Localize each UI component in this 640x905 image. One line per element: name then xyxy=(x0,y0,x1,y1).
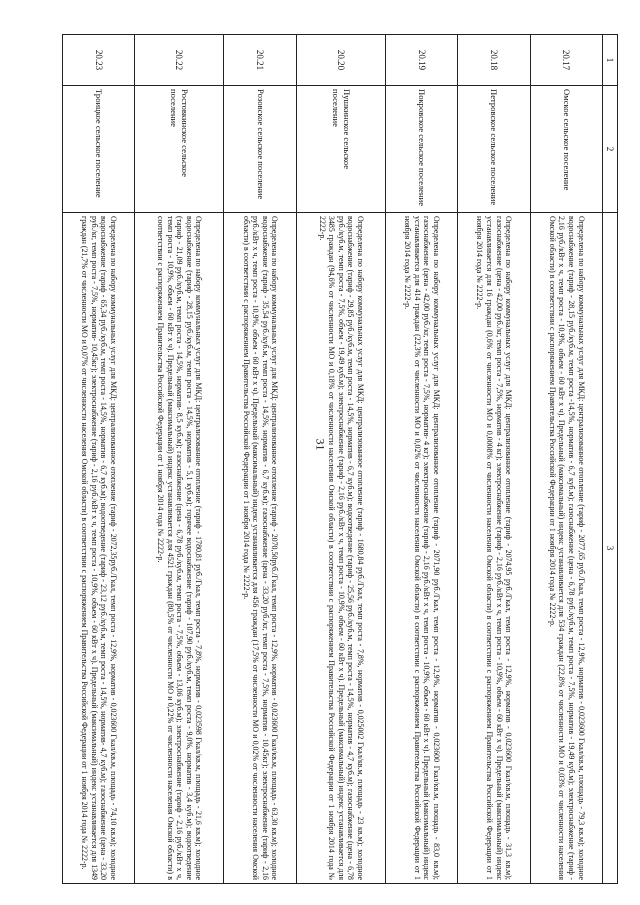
table-row xyxy=(385,35,457,884)
settlement-name: Омское сельское поселение xyxy=(530,86,602,213)
document-page xyxy=(62,34,618,884)
table-row xyxy=(63,35,135,884)
page-number: 31 xyxy=(313,438,328,451)
index-description: Определена по набору коммунальных услуг для МКД: централизованное отопление (тариф - 1680,84 руб./Гкал, темп роста - 7,8%, норматив - 0,025002 Гкал/кв.м, площадь - 23 кв.м); холодное водоснабжение (тариф - 29,85 руб./куб.м, темп роста - 14,5%, норматив - 6,7 куб.м); водоотведение (тариф - 25,56 руб./куб.м, темп роста - 14,5%, норматив - 4,7 куб.м); газоснабжение (цена - 6,78 руб./куб.м, темп роста - 7,5%, объем - 19,49 куб.м); электроснабжение (тариф - 2,16 руб./кВт х ч, темп роста - 10,9%, объем - 60 кВт х ч). Предельный (максимальный) индекс устанавливается для 3485 граждан (94,6% от численности МО и 0,18% от численности населения Омской области) в соответствии с распоряжением Правительства Российской Федерации от 1 ноября 2014 года № 2222-р. xyxy=(296,213,385,884)
row-number: 20.22 xyxy=(135,35,224,86)
table-row xyxy=(296,35,385,884)
index-description: Определена по набору коммунальных услуг для МКД: централизованное отопление (тариф - 1780,81 руб./Гкал, темп роста - 7,8%, норматив - 0,023598 Гкал/кв.м, площадь - 21,6 кв.м); холодное водоснабжение (тариф - 28,15 руб./куб.м, темп роста - 14,5%, норматив - 5,1 куб.м); горячее водоснабжение (тариф - 107,90 руб./куб.м, темп роста - 9,0%, норматив - 3,4 куб.м); водоотведение (тариф - 21,09 руб./куб.м, темп роста - 14,5%, норматив- 8,5 куб.м); газоснабжение (цена - 6,78 руб./куб.м, темп роста - 7,5%, объем - 13,06 куб.м); электроснабжение (тариф - 2,16 руб./кВт х ч, темп роста - 10,9%, объем - 60 кВт х ч). Предельный (максимальный) индекс устанавливается для 4521 граждан (80,5% от численности МО и 0,22% от численности населения Омской области) в соответствии с распоряжением Правительства Российской Федерации от 1 ноября 2014 года № 2222-р. xyxy=(135,213,224,884)
table-row xyxy=(224,35,296,884)
settlement-name: Ростовкинское сельское поселение xyxy=(135,86,224,213)
index-description: Определена по набору коммунальных услуг для МКД: централизованное отопление (тариф - 2071,90 руб./Гкал, темп роста - 12,9%, норматив - 0,023600 Гкал/кв.м, площадь - 83,0 кв.м); газоснабжение (цена - 42,00 руб./кг, темп роста - 7,5%, норматив- 4 кг); электроснабжение (тариф - 2,16 руб./кВт х ч, темп роста - 10,9%, объем - 60 кВт х ч). Предельный (максимальный) индекс устанавливается для 414 граждан (22,3% от численности МО и 0,02% от численности населения Омской области) в соответствии с распоряжением Правительства Российской Федерации от 1 ноября 2014 года № 2222-р. xyxy=(385,213,457,884)
row-number: 20.18 xyxy=(458,35,530,86)
table-header-row xyxy=(603,35,618,884)
settlement-name: Пушкинское сельское поселение xyxy=(296,86,385,213)
row-number: 20.23 xyxy=(63,35,135,86)
index-description: Определена по набору коммунальных услуг для МКД: централизованное отопление (тариф - 2072,35руб./Гкал, темп роста - 12,9%, норматив - 0,023600 Гкал/кв.м, площадь - 74,10 кв.м); холодное водоснабжение (тариф - 65,34 руб./куб.м, темп роста - 14,5%, норматив - 6,7 куб.м); водоотведение (тариф - 23,12 руб./куб.м, темп роста - 14,5%, норматив- 4,7 куб.м); газоснабжение (цена - 33,20 руб./кг, темп роста - 7,5%, норматив- 10,45кг); электроснабжение (тариф - 2,16 руб./кВт х ч, темп роста - 10,9%, объем - 60 кВт х ч). Предельный (максимальный) индекс устанавливается для 1349 граждан (21,7% от численности МО и 0,07% от численности населения Омской области) в соответствии с распоряжением Правительства Российской Федерации от 1 ноября 2014 года № 2222-р. xyxy=(63,213,135,884)
settlement-name: Покровское сельское поселение xyxy=(385,86,457,213)
settlement-name: Троицкое сельское поселение xyxy=(63,86,135,213)
header-col-3: 3 xyxy=(603,213,618,884)
header-col-2: 2 xyxy=(603,86,618,213)
settlement-name: Петровское сельское поселение xyxy=(458,86,530,213)
header-col-1: 1 xyxy=(603,35,618,86)
row-number: 20.17 xyxy=(530,35,602,86)
index-description: Определена по набору коммунальных услуг для МКД: централизованное отопление (тариф - 2070,50руб./Гкал, темп роста - 12,9%, норматив - 0,023600 Гкал/кв.м, площадь - 63,30 кв.м); холодное водоснабжение (тариф - 35,54 руб./куб.м, темп роста - 14,5%, норматив - 6,7 куб.м); газоснабжение (цена - 33,20 руб./кг, темп роста - 7,5%, норматив - 10,45кг); электроснабжение (тариф - 2,16 руб./кВт х ч, темп роста - 10,9%, объем - 60 кВт х ч). Предельный (максимальный) индекс устанавливается для 456 граждан (17,5% от численности МО и 0,02% от численности населения Омской области) в соответствии с распоряжением Правительства Российской Федерации от 1 ноября 2014 года № 2222-р. xyxy=(224,213,296,884)
index-description: Определена по набору коммунальных услуг для МКД: централизованное отопление (тариф - 2074,95 руб./Гкал, темп роста - 12,9%, норматив - 0,023600 Гкал/кв.м, площадь - 31,3 кв.м); газоснабжение (цена - 42,00 руб./кг, темп роста - 7,5%, норматив - 4 кг); электроснабжение (тариф - 2,16 руб./кВт х ч, темп роста - 10,9%, объем - 60 кВт х ч). Предельный (максимальный) индекс устанавливается для 16 граждан (0,6% от численности МО и 0,0008% от численности населения Омской области) в соответствии с распоряжением Правительства Российской Федерации от 1 ноября 2014 года № 2222-р. xyxy=(458,213,530,884)
table-row xyxy=(458,35,530,884)
row-number: 20.20 xyxy=(296,35,385,86)
row-number: 20.21 xyxy=(224,35,296,86)
settlement-name: Розовское сельское поселение xyxy=(224,86,296,213)
index-description: Определена по набору коммунальных услуг для МКД: централизованное отопление (тариф - 2077,65 руб./Гкал, темп роста - 12,9%, норматив - 0,023600 Гкал/кв.м, площадь - 79,3 кв.м); холодное водоснабжение (тариф - 28,15 руб./куб.м, темп роста -14,5%, норматив - 6,7 куб.м); газоснабжение (цена - 6,78 руб./куб.м, темп роста - 7,5%, норматив - 19,49 куб.м); электроснабжение (тариф - 2,16 руб./кВт х ч, темп роста - 10,9%, объем - 60 кВт х ч). Предельный (максимальный) индекс устанавливается для 534 граждан (22,8% от численности МО и 0,03% от численности населения Омской области) в соответствии с распоряжением Правительства Российской Федерации от 1 ноября 2014 года № 2222-р. xyxy=(530,213,602,884)
row-number: 20.19 xyxy=(385,35,457,86)
table-row xyxy=(135,35,224,884)
table-row xyxy=(530,35,602,884)
index-table xyxy=(62,34,618,884)
